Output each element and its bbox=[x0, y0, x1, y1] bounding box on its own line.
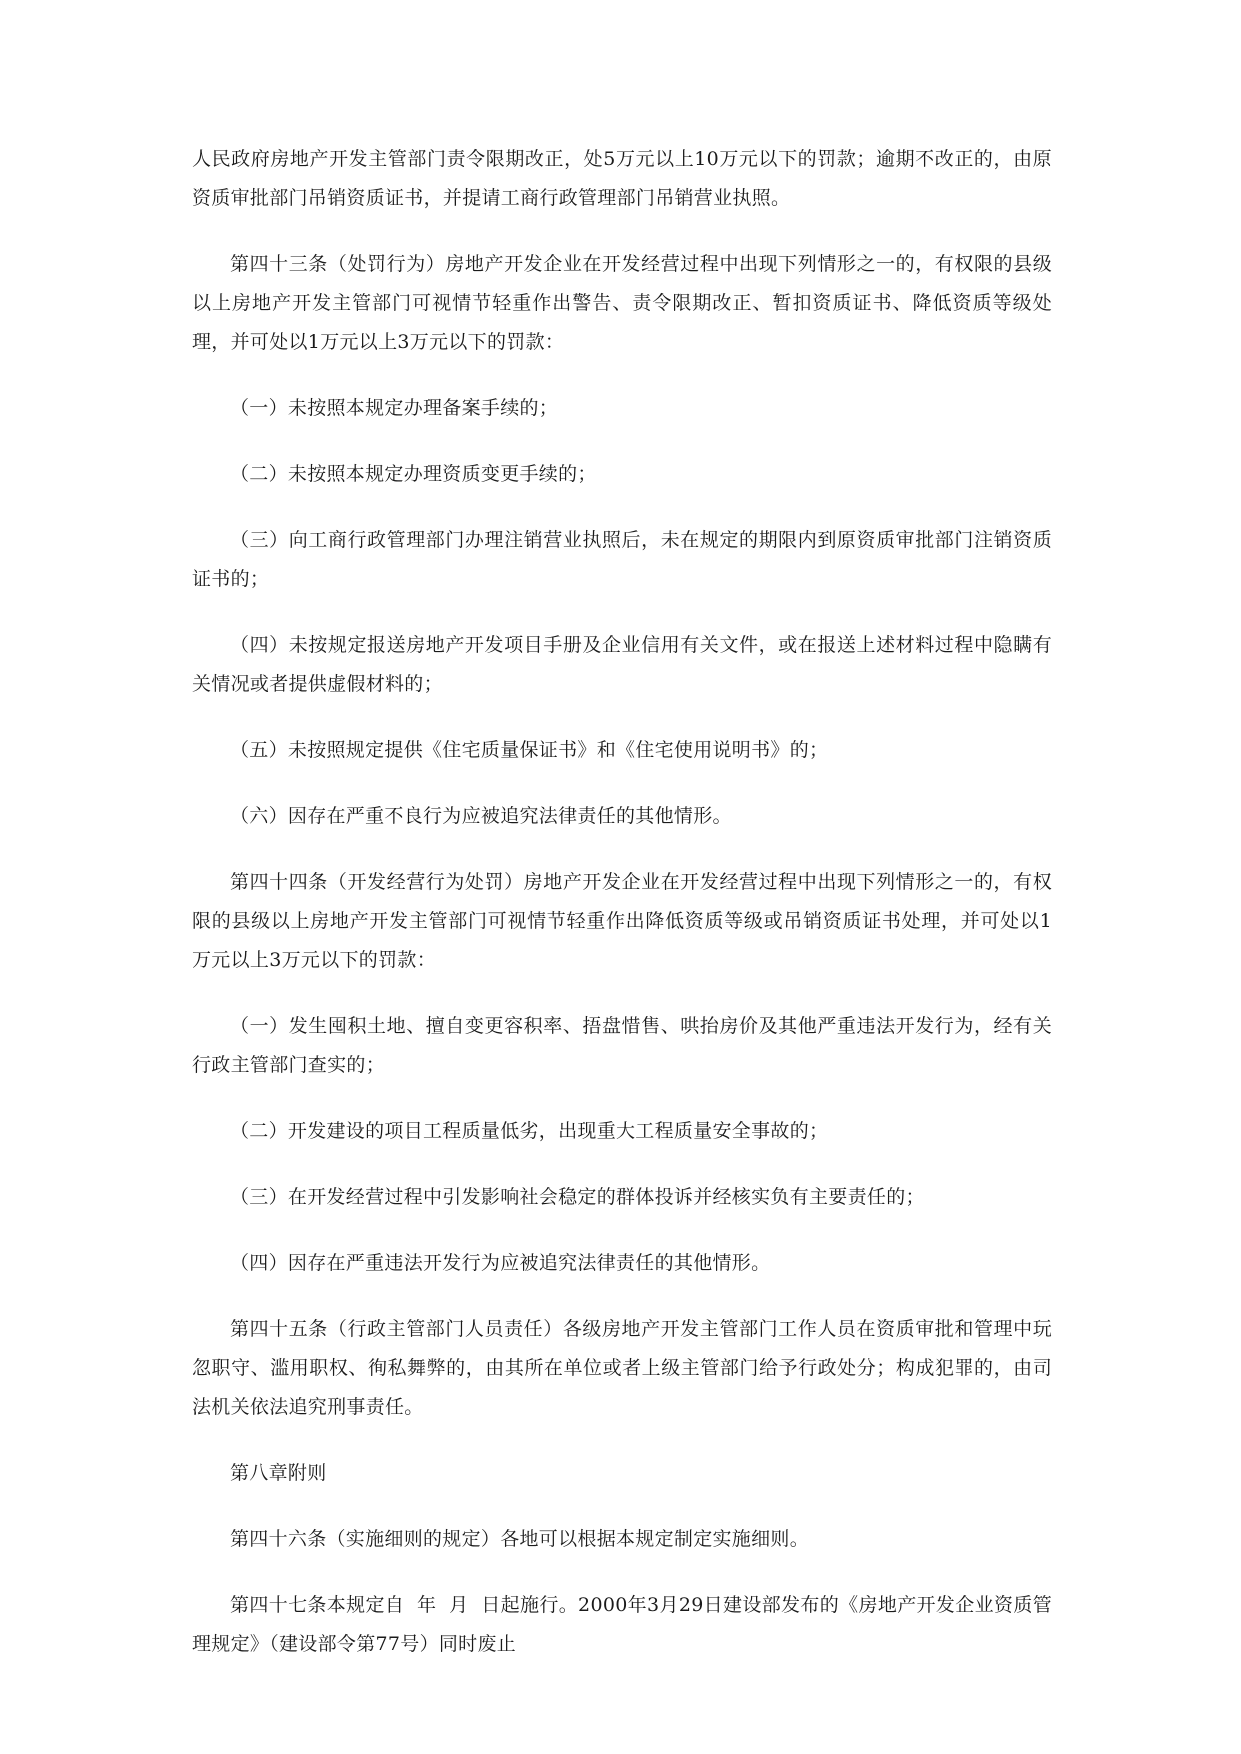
article-46: 第四十六条（实施细则的规定）各地可以根据本规定制定实施细则。 bbox=[230, 1528, 810, 1550]
article-43-item-2: （二）未按照本规定办理资质变更手续的； bbox=[230, 463, 597, 485]
chapter-8-heading: 第八章附则 bbox=[230, 1462, 327, 1484]
article-43-item-5: （五）未按照规定提供《住宅质量保证书》和《住宅使用说明书》的； bbox=[230, 739, 829, 761]
article-45: 第四十五条（行政主管部门人员责任）各级房地产开发主管部门工作人员在资质审批和管理中玩忽职守、滥用职权、徇私舞弊的，由其所在单位或者上级主管部门给予行政处分；构成犯罪的，由司法机关依法追究刑事责任。 bbox=[192, 1318, 1052, 1418]
article-43-item-6: （六）因存在严重不良行为应被追究法律责任的其他情形。 bbox=[230, 805, 732, 827]
article-43-item-3: （三）向工商行政管理部门办理注销营业执照后，未在规定的期限内到原资质审批部门注销资质证书的； bbox=[192, 529, 1052, 590]
article-44: 第四十四条（开发经营行为处罚）房地产开发企业在开发经营过程中出现下列情形之一的，有权限的县级以上房地产开发主管部门可视情节轻重作出降低资质等级或吊销资质证书处理，并可处以1万元以上3万元以下的罚款： bbox=[192, 871, 1052, 971]
article-43-item-1: （一）未按照本规定办理备案手续的； bbox=[230, 397, 559, 419]
article-44-item-2: （二）开发建设的项目工程质量低劣，出现重大工程质量安全事故的； bbox=[230, 1120, 829, 1142]
article-44-item-4: （四）因存在严重违法开发行为应被追究法律责任的其他情形。 bbox=[230, 1252, 771, 1274]
article-43: 第四十三条（处罚行为）房地产开发企业在开发经营过程中出现下列情形之一的，有权限的县级以上房地产开发主管部门可视情节轻重作出警告、责令限期改正、暂扣资质证书、降低资质等级处理，并可处以1万元以上3万元以下的罚款： bbox=[192, 253, 1052, 353]
article-44-item-3: （三）在开发经营过程中引发影响社会稳定的群体投诉并经核实负有主要责任的； bbox=[230, 1186, 925, 1208]
article-44-item-1: （一）发生囤积土地、擅自变更容积率、捂盘惜售、哄抬房价及其他严重违法开发行为，经有关行政主管部门查实的； bbox=[192, 1015, 1052, 1076]
paragraph-continuation: 人民政府房地产开发主管部门责令限期改正，处5万元以上10万元以下的罚款；逾期不改正的，由原资质审批部门吊销资质证书，并提请工商行政管理部门吊销营业执照。 bbox=[192, 148, 1052, 209]
article-43-item-4: （四）未按规定报送房地产开发项目手册及企业信用有关文件，或在报送上述材料过程中隐瞒有关情况或者提供虚假材料的； bbox=[192, 634, 1052, 695]
article-47: 第四十七条本规定自 年 月 日起施行。2000年3月29日建设部发布的《房地产开发企业资质管理规定》（建设部令第77号）同时废止 bbox=[192, 1594, 1052, 1655]
document-page bbox=[192, 140, 1052, 1664]
